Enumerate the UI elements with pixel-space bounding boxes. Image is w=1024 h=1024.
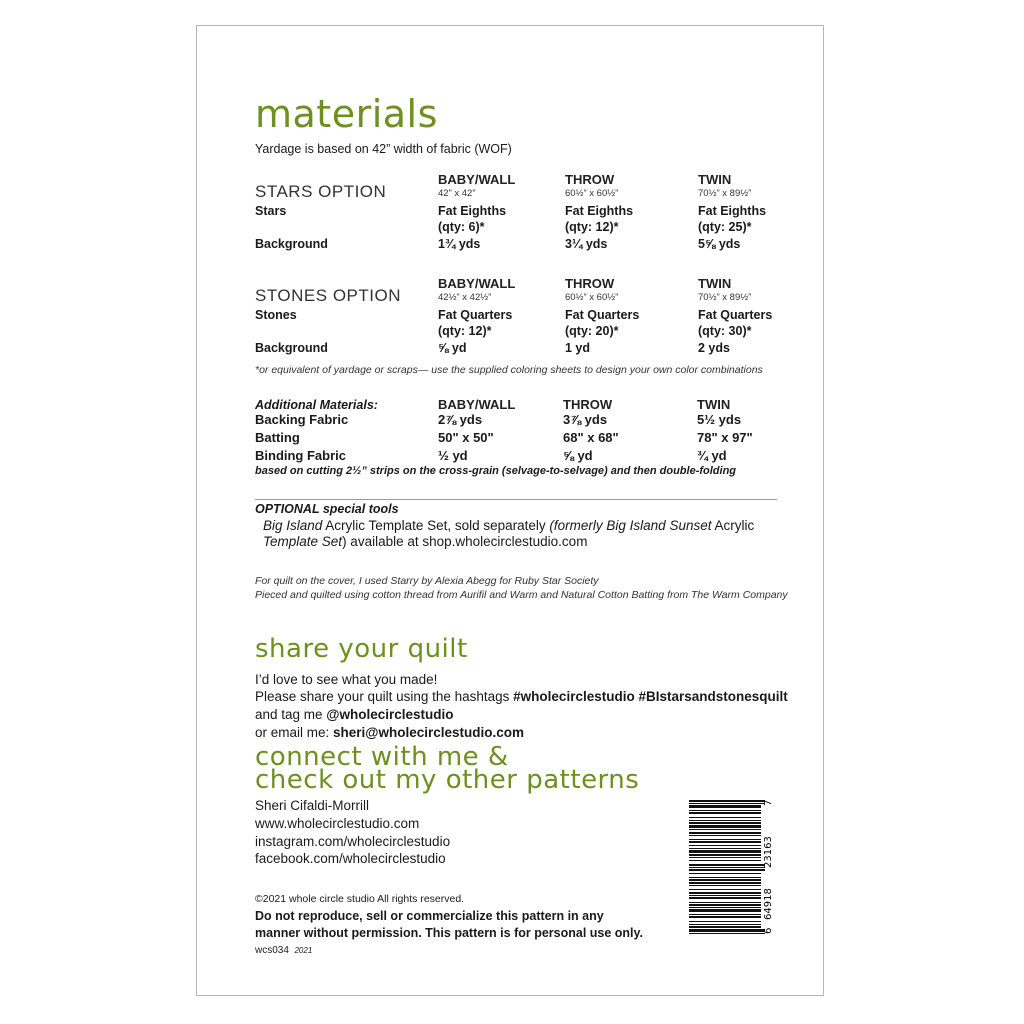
stones-baby-fabric: Fat Quarters (qty: 12)*	[438, 308, 513, 338]
barcode-bar	[689, 850, 761, 853]
stones-row-label: Stones	[255, 308, 297, 322]
binding-fabric-baby: ½ yd	[438, 448, 468, 463]
stones-dim-twin: 70½” x 89½”	[698, 292, 752, 303]
stars-col-throw: THROW	[565, 172, 615, 187]
batting-twin: 78" x 97"	[697, 430, 753, 445]
barcode-bar	[689, 907, 761, 908]
barcode-bar	[689, 805, 761, 808]
stones-col-baby: BABY/WALL	[438, 276, 516, 291]
backing-fabric-baby: 2⅞ yds	[438, 412, 483, 427]
stones-dim-baby: 42½” x 42½”	[438, 292, 492, 303]
additional-materials-title: Additional Materials:	[255, 398, 378, 412]
share-heading: share your quilt	[255, 634, 468, 664]
barcode-bar	[689, 914, 761, 915]
stones-background-baby: ⅝ yd	[438, 341, 467, 355]
barcode-bar	[689, 909, 761, 912]
stars-throw-fabric: Fat Eighths (qty: 12)*	[565, 204, 634, 234]
barcode-bar	[689, 916, 761, 918]
barcode-bar	[689, 924, 761, 925]
pattern-code: wcs034 2021	[255, 945, 313, 956]
barcode-digit-left: 6	[763, 927, 774, 934]
barcode-bar	[689, 867, 765, 868]
credits-fabric: For quilt on the cover, I used Starry by Alexia Abegg for Ruby Star Society	[255, 575, 599, 587]
facebook-link[interactable]: facebook.com/wholecirclestudio	[255, 851, 446, 866]
share-line2: Please share your quilt using the hashtags #wholecirclestudio #BIstarsandstonesquilt	[255, 689, 788, 704]
barcode-bar	[689, 817, 761, 818]
stones-background-twin: 2 yds	[698, 341, 730, 355]
yardage-note: Yardage is based on 42” width of fabric (WOF)	[255, 142, 512, 156]
batting-label: Batting	[255, 430, 300, 445]
barcode-bar	[689, 860, 761, 861]
binding-fabric-twin: ¾ yd	[697, 448, 727, 463]
barcode-bar	[689, 848, 761, 849]
binding-fabric-label: Binding Fabric	[255, 448, 346, 463]
stones-throw-fabric: Fat Quarters (qty: 20)*	[565, 308, 640, 338]
stars-dim-throw: 60½” x 60½”	[565, 188, 619, 199]
designer-name: Sheri Cifaldi-Morrill	[255, 798, 370, 813]
stars-background-throw: 3¼ yds	[565, 237, 608, 251]
equivalent-note: *or equivalent of yardage or scraps— use the supplied coloring sheets to design your own color combinations	[255, 364, 763, 376]
barcode-bar	[689, 822, 761, 824]
copyright: ©2021 whole circle studio All rights reserved.	[255, 893, 465, 905]
barcode-bar	[689, 933, 765, 934]
section-divider	[255, 499, 777, 500]
barcode-bar	[689, 882, 761, 884]
additional-col-throw: THROW	[563, 397, 613, 412]
barcode-bar	[689, 885, 761, 886]
optional-tools-line1: Big Island Acrylic Template Set, sold separately (formerly Big Island Sunset Acrylic	[263, 518, 755, 533]
stones-option-title: STONES OPTION	[255, 286, 401, 305]
barcode-bar	[689, 889, 761, 890]
share-line3: and tag me @wholecirclestudio	[255, 707, 454, 722]
barcode-group1: 64918	[763, 888, 774, 920]
pattern-back-page	[196, 25, 824, 996]
stars-row-label: Stars	[255, 204, 287, 218]
optional-tools-title: OPTIONAL special tools	[255, 502, 399, 516]
barcode-bar	[689, 854, 761, 856]
stones-dim-throw: 60½” x 60½”	[565, 292, 619, 303]
barcode-bar	[689, 895, 761, 896]
barcode-bar	[689, 897, 761, 899]
batting-throw: 68" x 68"	[563, 430, 619, 445]
barcode-group2: 23163	[763, 836, 774, 868]
binding-fabric-throw: ⅝ yd	[563, 448, 593, 463]
backing-fabric-throw: 3⅞ yds	[563, 412, 608, 427]
share-line4: or email me: sheri@wholecirclestudio.com	[255, 725, 524, 740]
additional-col-baby: BABY/WALL	[438, 397, 516, 412]
stones-background-label: Background	[255, 341, 328, 355]
stars-col-baby: BABY/WALL	[438, 172, 516, 187]
stars-col-twin: TWIN	[698, 172, 732, 187]
stones-col-twin: TWIN	[698, 276, 732, 291]
barcode-bar	[689, 921, 761, 922]
barcode-bar	[689, 845, 761, 846]
barcode-bar	[689, 873, 761, 874]
barcode-bar	[689, 812, 761, 814]
barcode-digit-right: 7	[763, 799, 774, 806]
barcode-bar	[689, 839, 761, 840]
barcode-bar	[689, 832, 761, 834]
batting-baby: 50" x 50"	[438, 430, 494, 445]
stars-background-label: Background	[255, 237, 328, 251]
website-link[interactable]: www.wholecirclestudio.com	[255, 816, 420, 831]
stars-baby-fabric: Fat Eighths (qty: 6)*	[438, 204, 507, 234]
barcode-bar	[689, 904, 761, 906]
connect-heading: connect with me & check out my other patterns	[255, 742, 640, 795]
barcode-bar	[689, 820, 761, 821]
barcode-bar	[689, 929, 765, 932]
additional-col-twin: TWIN	[697, 397, 731, 412]
backing-fabric-label: Backing Fabric	[255, 412, 349, 427]
materials-heading: materials	[255, 92, 438, 136]
barcode-bar	[689, 892, 761, 894]
optional-tools-line2: Template Set) available at shop.wholecirclestudio.com	[263, 534, 588, 549]
stars-background-baby: 1¾ yds	[438, 237, 481, 251]
stars-dim-baby: 42” x 42”	[438, 188, 476, 199]
barcode-bar	[689, 926, 761, 928]
stones-twin-fabric: Fat Quarters (qty: 30)*	[698, 308, 773, 338]
stars-dim-twin: 70½” x 89½”	[698, 188, 752, 199]
barcode-bar	[689, 902, 761, 903]
barcode-bar	[689, 869, 765, 871]
stars-background-twin: 5⅝ yds	[698, 237, 741, 251]
barcode-bar	[689, 877, 761, 878]
barcode-bar	[689, 825, 761, 828]
stars-option-title: STARS OPTION	[255, 182, 387, 201]
stars-twin-fabric: Fat Eighths (qty: 25)*	[698, 204, 767, 234]
barcode	[689, 798, 775, 936]
backing-fabric-twin: 5½ yds	[697, 412, 742, 427]
barcode-bar	[689, 835, 761, 836]
stones-col-throw: THROW	[565, 276, 615, 291]
stones-background-throw: 1 yd	[565, 341, 591, 355]
barcode-bar	[689, 879, 761, 881]
barcode-bars	[689, 800, 765, 934]
barcode-bar	[689, 857, 761, 858]
binding-note: based on cutting 2½” strips on the cross-grain (selvage-to-selvage) and then double-folding	[255, 465, 737, 477]
barcode-bar	[689, 800, 765, 802]
barcode-bar	[689, 803, 765, 804]
barcode-bar	[689, 841, 761, 843]
instagram-link[interactable]: instagram.com/wholecirclestudio	[255, 834, 451, 849]
barcode-bar	[689, 829, 761, 830]
share-line1: I’d love to see what you made!	[255, 672, 438, 687]
barcode-bar	[689, 864, 765, 866]
barcode-bar	[689, 810, 761, 811]
credits-thread: Pieced and quilted using cotton thread from Aurifil and Warm and Natural Cotton Batting from The Warm Company	[255, 589, 788, 601]
usage-warning: Do not reproduce, sell or commercialize this pattern in any manner without permission. This pattern is for personal use only.	[255, 909, 644, 940]
